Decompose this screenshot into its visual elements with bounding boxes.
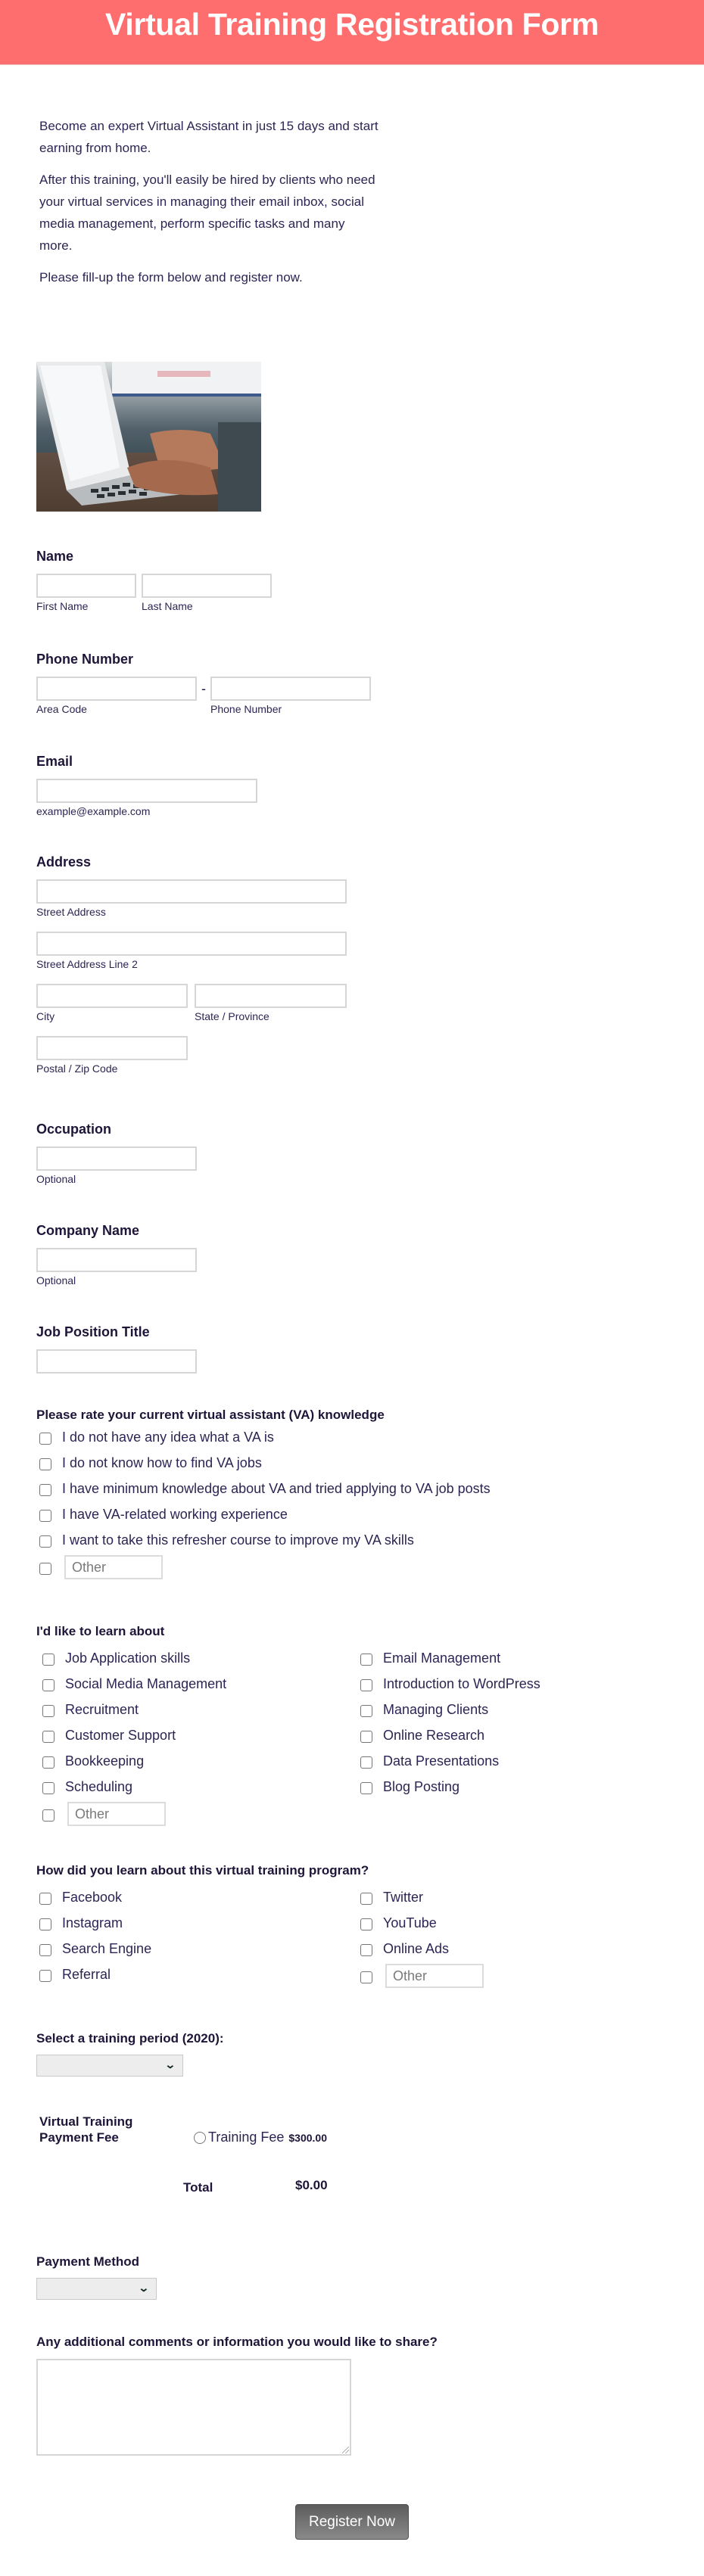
checkbox[interactable] (360, 1705, 372, 1717)
payment-method-label: Payment Method (36, 2254, 140, 2269)
intro-paragraph: After this training, you'll easily be hired by clients who need your virtual services in managing their email inbox, social media management, perform specific tasks and many more. (39, 173, 375, 253)
checkbox[interactable] (39, 1458, 51, 1470)
postal-zip-sublabel: Postal / Zip Code (36, 1062, 118, 1075)
payment-method-group (36, 2254, 157, 2300)
checkbox[interactable] (360, 1893, 372, 1905)
phone-label: Phone Number (36, 652, 134, 667)
checkbox[interactable] (42, 1809, 55, 1822)
checkbox[interactable] (39, 1918, 51, 1930)
checkbox[interactable] (42, 1756, 55, 1769)
total-value: $0.00 (295, 2178, 328, 2192)
checkbox[interactable] (39, 1970, 51, 1982)
occupation-label: Occupation (36, 1122, 112, 1137)
company-field-group (36, 1223, 197, 1286)
state-province-input[interactable] (195, 984, 347, 1008)
first-name-input[interactable] (36, 574, 136, 598)
last-name-sublabel: Last Name (142, 600, 193, 612)
company-label: Company Name (36, 1223, 140, 1238)
city-input[interactable] (36, 984, 188, 1008)
city-sublabel: City (36, 1010, 55, 1022)
learn-option[interactable]: Email Management (354, 1645, 672, 1671)
address-label: Address (36, 854, 92, 870)
checkbox[interactable] (360, 1654, 372, 1666)
area-code-input[interactable] (36, 677, 197, 701)
phone-field-group (36, 652, 371, 715)
referral-option-other[interactable] (354, 1962, 672, 1990)
payment-fee-group (39, 2114, 395, 2195)
checkbox[interactable] (39, 1563, 51, 1575)
checkbox[interactable] (39, 1944, 51, 1956)
checkbox[interactable] (360, 1971, 372, 1983)
street-address-sublabel: Street Address (36, 906, 106, 918)
checkbox[interactable] (39, 1510, 51, 1522)
phone-separator: - (201, 681, 206, 696)
intro-paragraph: Please fill-up the form below and register now. (39, 270, 303, 285)
occupation-input[interactable] (36, 1146, 197, 1171)
checkbox[interactable] (39, 1535, 51, 1548)
address-field-group (36, 854, 347, 1075)
training-fee-option[interactable]: Training Fee $300.00 (194, 2130, 327, 2145)
area-code-sublabel: Area Code (36, 703, 87, 715)
va-option[interactable]: I have minimum knowledge about VA and tried applying to VA job posts (33, 1476, 491, 1501)
referral-option[interactable]: Online Ads (354, 1936, 672, 1962)
checkbox[interactable] (360, 1756, 372, 1769)
occupation-sublabel: Optional (36, 1173, 76, 1185)
learn-option[interactable]: Scheduling (36, 1774, 354, 1800)
form-header (0, 0, 704, 65)
referral-option[interactable]: Twitter (354, 1884, 672, 1910)
hero-image (36, 362, 261, 512)
va-option[interactable]: I do not know how to find VA jobs (33, 1450, 491, 1476)
va-other-input[interactable]: Other (64, 1555, 163, 1579)
checkbox[interactable] (360, 1944, 372, 1956)
checkbox[interactable] (39, 1484, 51, 1496)
learn-option[interactable]: Bookkeeping (36, 1748, 354, 1774)
learn-option[interactable]: Managing Clients (354, 1697, 672, 1722)
learn-other-input[interactable]: Other (67, 1802, 166, 1826)
checkbox[interactable] (42, 1705, 55, 1717)
comments-group (36, 2335, 438, 2456)
checkbox[interactable] (42, 1679, 55, 1691)
occupation-field-group (36, 1122, 197, 1185)
referral-option[interactable]: Referral (33, 1962, 354, 1987)
postal-zip-input[interactable] (36, 1036, 188, 1060)
learn-option[interactable]: Social Media Management (36, 1671, 354, 1697)
training-period-select[interactable] (36, 2055, 183, 2077)
chevron-down-icon: ⌄ (138, 2282, 150, 2294)
learn-option[interactable]: Recruitment (36, 1697, 354, 1722)
learn-option[interactable]: Job Application skills (36, 1645, 354, 1671)
checkbox[interactable] (42, 1654, 55, 1666)
checkbox[interactable] (39, 1433, 51, 1445)
street-address-input[interactable] (36, 879, 347, 904)
learn-option[interactable]: Introduction to WordPress (354, 1671, 672, 1697)
payment-method-select[interactable] (36, 2278, 157, 2300)
total-label: Total (183, 2180, 213, 2195)
street-address-line2-input[interactable] (36, 932, 347, 956)
checkbox[interactable] (42, 1782, 55, 1794)
learn-about-label: I'd like to learn about (36, 1624, 165, 1638)
checkbox[interactable] (360, 1918, 372, 1930)
referral-group (36, 1863, 687, 1990)
va-option[interactable]: I have VA-related working experience (33, 1501, 491, 1527)
job-title-label: Job Position Title (36, 1324, 150, 1339)
chevron-down-icon: ⌄ (164, 2058, 176, 2070)
email-label: Email (36, 754, 73, 769)
comments-label: Any additional comments or information you would like to share? (36, 2335, 438, 2349)
training-period-group (36, 2031, 224, 2077)
checkbox[interactable] (360, 1731, 372, 1743)
resize-handle-icon[interactable] (342, 2447, 349, 2453)
learn-option-other[interactable] (36, 1800, 354, 1828)
comments-textarea[interactable] (36, 2359, 351, 2456)
street-address-line2-sublabel: Street Address Line 2 (36, 958, 138, 970)
checkbox[interactable] (39, 1893, 51, 1905)
job-title-input[interactable] (36, 1349, 197, 1374)
intro-paragraph: Become an expert Virtual Assistant in just 15 days and start earning from home. (39, 119, 378, 155)
company-input[interactable] (36, 1248, 197, 1272)
form-title: Virtual Training Registration Form (105, 7, 599, 42)
va-knowledge-group (36, 1408, 491, 1582)
last-name-input[interactable] (142, 574, 272, 598)
referral-option[interactable]: Facebook (33, 1884, 354, 1910)
job-title-field-group (36, 1324, 197, 1374)
radio-button[interactable] (194, 2132, 206, 2144)
company-sublabel: Optional (36, 1274, 76, 1286)
referral-option[interactable]: Instagram (33, 1910, 354, 1936)
name-label: Name (36, 549, 74, 564)
checkbox[interactable] (42, 1731, 55, 1743)
register-now-button[interactable]: Register Now (295, 2504, 409, 2540)
checkbox[interactable] (360, 1782, 372, 1794)
learn-about-group (36, 1624, 687, 1828)
training-fee-price: $300.00 (288, 2131, 327, 2144)
learn-option[interactable]: Blog Posting (354, 1774, 672, 1800)
referral-option[interactable]: YouTube (354, 1910, 672, 1936)
checkbox[interactable] (360, 1679, 372, 1691)
training-period-label: Select a training period (2020): (36, 2031, 224, 2046)
intro-text (39, 115, 380, 298)
va-option[interactable]: I do not have any idea what a VA is (33, 1424, 491, 1450)
laptop-typing-image-icon (36, 362, 261, 512)
referral-other-input[interactable]: Other (385, 1964, 484, 1988)
email-field-group (36, 754, 257, 817)
referral-label: How did you learn about this virtual training program? (36, 1863, 369, 1878)
name-field-group (36, 549, 272, 612)
payment-fee-label: Virtual Training Payment Fee (39, 2114, 133, 2145)
va-knowledge-label: Please rate your current virtual assistant (VA) knowledge (36, 1408, 385, 1422)
email-sublabel: example@example.com (36, 805, 151, 817)
learn-option[interactable]: Customer Support (36, 1722, 354, 1748)
learn-option[interactable]: Online Research (354, 1722, 672, 1748)
state-province-sublabel: State / Province (195, 1010, 269, 1022)
referral-option[interactable]: Search Engine (33, 1936, 354, 1962)
first-name-sublabel: First Name (36, 600, 89, 612)
email-input[interactable] (36, 779, 257, 803)
phone-number-sublabel: Phone Number (210, 703, 282, 715)
va-option[interactable]: I want to take this refresher course to improve my VA skills (33, 1527, 491, 1553)
learn-option[interactable]: Data Presentations (354, 1748, 672, 1774)
va-option-other[interactable] (33, 1553, 491, 1582)
phone-number-input[interactable] (210, 677, 371, 701)
